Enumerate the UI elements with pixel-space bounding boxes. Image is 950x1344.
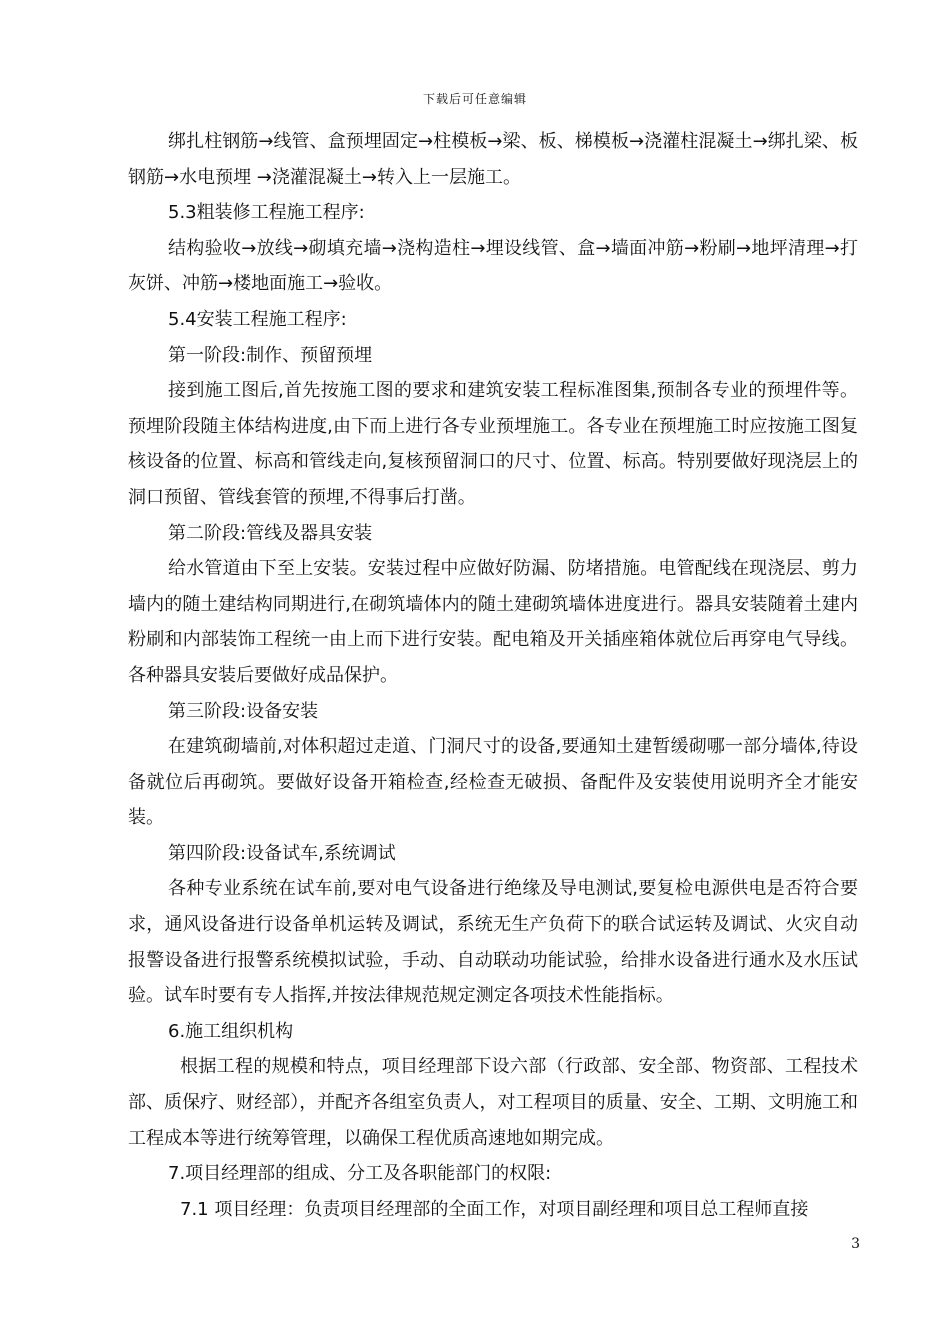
heading-5-3: 5.3粗装修工程施工程序: [168,202,365,224]
stage-3-title: 第三阶段:设备安装 [168,700,319,722]
stage-4-body: 各种专业系统在试车前,要对电气设备进行绝缘及导电测试,要复检电源供电是否符合要求，通风设备进行设备单机运转及调试，系统无生产负荷下的联合试运转及调试、火灾自动报警设备进行报警系统模拟试验，手动、自动联动功能试验，给排水设备进行通水及水压试验。试车时要有专人指挥,并按法律规范规定测定各项技术性能指标。 [128,878,858,1007]
heading-6: 6.施工组织机构 [168,1020,294,1042]
stage-1-title: 第一阶段:制作、预留预埋 [168,344,373,366]
heading-7: 7.项目经理部的组成、分工及各职能部门的权限: [168,1163,552,1185]
stage-2-title: 第二阶段:管线及器具安装 [168,522,373,544]
page-header: 下载后可任意编辑 [422,92,527,106]
paragraph-rough-finish-sequence: 结构验收→放线→砌填充墙→浇构造柱→埋设线管、盒→墙面冲筋→粉刷→地坪清理→打灰饼、冲筋→楼地面施工→验收。 [128,237,858,295]
stage-1-body: 接到施工图后,首先按施工图的要求和建筑安装工程标准图集,预制各专业的预埋件等。预埋阶段随主体结构进度,由下而上进行各专业预埋施工。各专业在预埋施工时应按施工图复核设备的位置、标高和管线走向,复核预留洞口的尺寸、位置、标高。特别要做好现浇层上的洞口预留、管线套管的预埋,不得事后打凿。 [128,380,858,508]
paragraph-structure-sequence: 绑扎柱钢筋→线管、盒预埋固定→柱模板→梁、板、梯模板→浇灌柱混凝土→绑扎梁、板钢筋→水电预埋 →浇灌混凝土→转入上一层施工。 [128,131,858,188]
document-body [128,124,858,1227]
page-number: 3 [851,1236,860,1252]
organization-body: 根据工程的规模和特点，项目经理部下设六部（行政部、安全部、物资部、工程技术部、质保疗、财经部），并配齐各组室负责人，对工程项目的质量、安全、工期、文明施工和工程成本等进行统筹管理，以确保工程优质高速地如期完成。 [128,1056,858,1149]
stage-4-title: 第四阶段:设备试车,系统调试 [168,842,396,864]
heading-5-4: 5.4安装工程施工程序: [168,308,347,330]
stage-3-body: 在建筑砌墙前,对体积超过走道、门洞尺寸的设备,要通知土建暂缓砌哪一部分墙体,待设备就位后再砌筑。要做好设备开箱检查,经检查无破损、备配件及安装使用说明齐全才能安装。 [128,736,858,829]
item-7-1: 7.1 项目经理：负责项目经理部的全面工作，对项目副经理和项目总工程师直接 [180,1198,809,1220]
stage-2-body: 给水管道由下至上安装。安装过程中应做好防漏、防堵措施。电管配线在现浇层、剪力墙内的随土建结构同期进行,在砌筑墙体内的随土建砌筑墙体进度进行。器具安装随着土建内粉刷和内部装饰工程统一由上而下进行安装。配电箱及开关插座箱体就位后再穿电气导线。各种器具安装后要做好成品保护。 [128,558,858,686]
